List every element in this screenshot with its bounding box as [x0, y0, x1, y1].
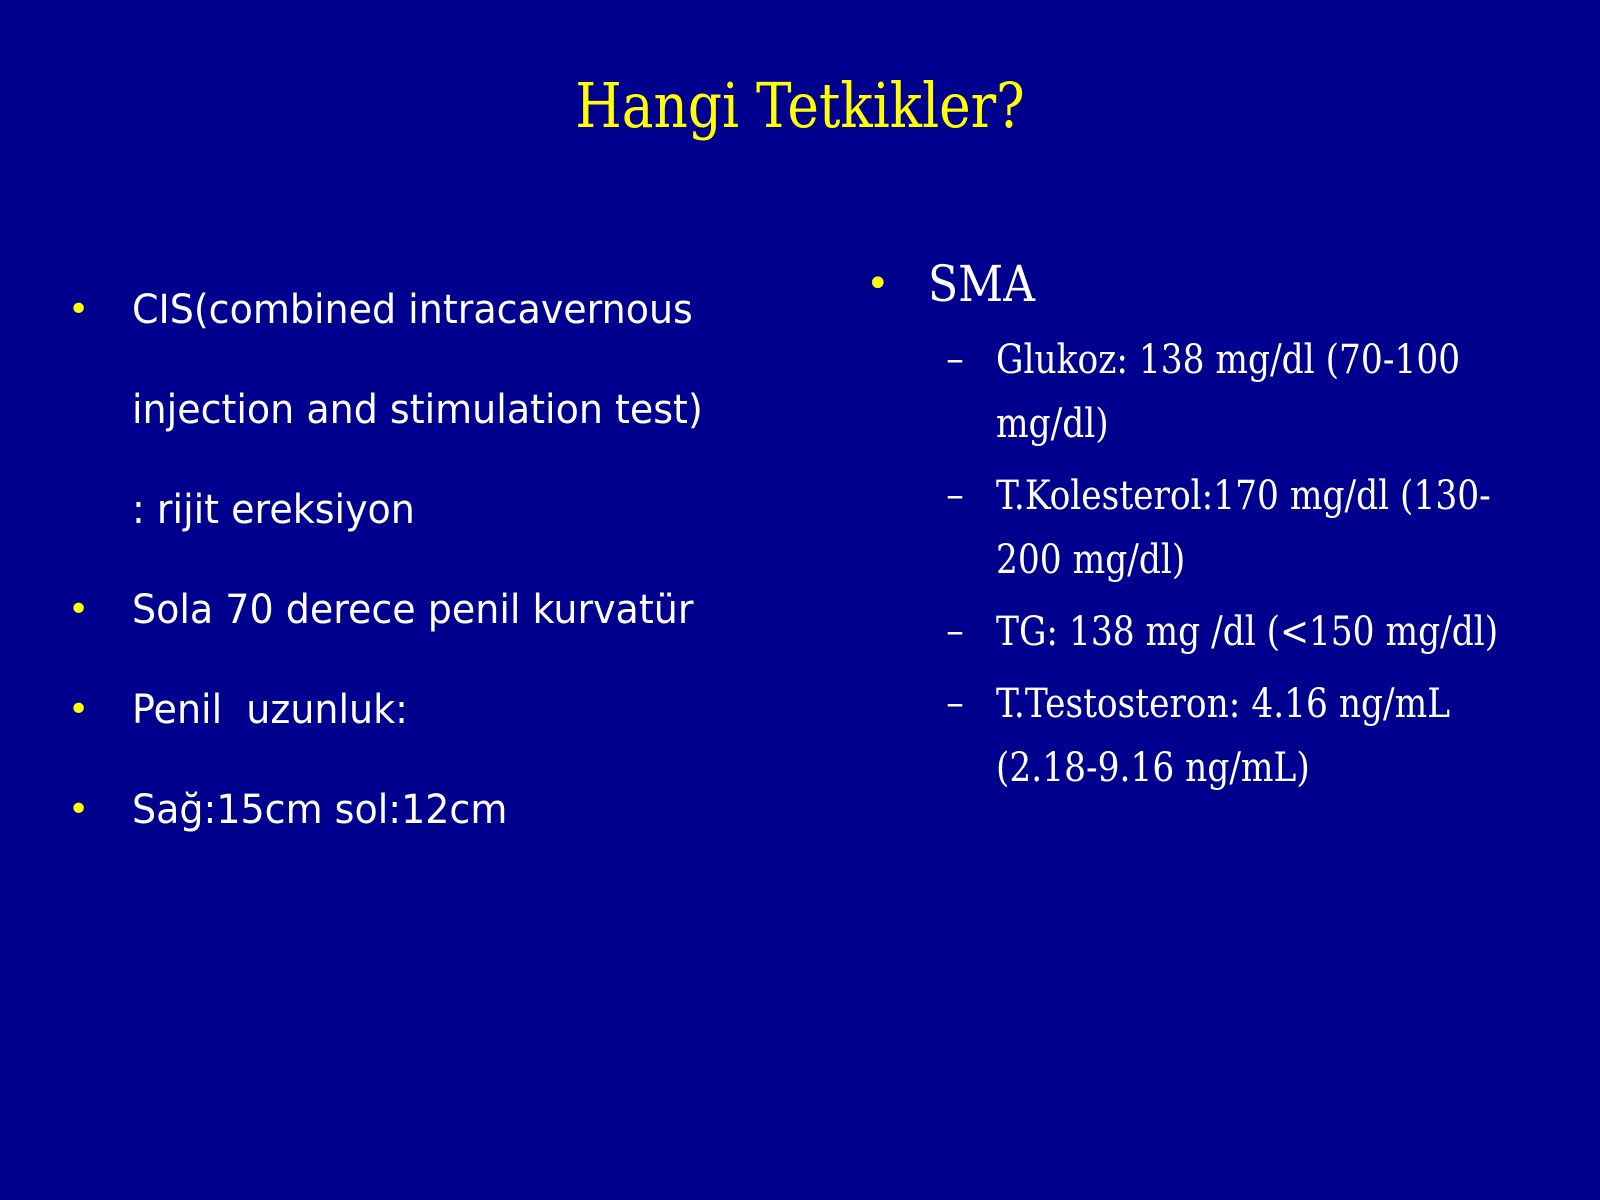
bullet-icon: • — [866, 261, 890, 307]
lab-result-line: T.Kolesterol:170 mg/dl (130- — [996, 473, 1491, 519]
left-list-item — [68, 260, 768, 360]
bullet-icon: • — [68, 289, 90, 330]
sma-heading-row — [866, 246, 1566, 322]
bullet-icon: • — [68, 589, 90, 630]
dash-icon: – — [946, 683, 964, 724]
left-list-item-continuation — [68, 360, 768, 460]
left-list-item-continuation — [68, 460, 768, 560]
dash-icon: – — [946, 339, 964, 380]
bullet-icon: • — [68, 689, 90, 730]
lab-result-line: mg/dl) — [996, 401, 1109, 447]
lab-result-line: (2.18-9.16 ng/mL) — [996, 745, 1310, 791]
lab-result-list — [866, 328, 1566, 800]
lab-result-line: T.Testosteron: 4.16 ng/mL — [996, 681, 1451, 727]
dash-icon: – — [946, 611, 964, 652]
lab-result-line: TG: 138 mg /dl (<150 mg/dl) — [996, 609, 1499, 655]
lab-result-line: 200 mg/dl) — [996, 537, 1186, 583]
lab-result-item — [866, 672, 1566, 800]
left-list-item-text: Penil uzunluk: — [132, 687, 408, 733]
sma-heading: SMA — [928, 255, 1035, 313]
left-list-item-text: : rijit ereksiyon — [132, 487, 415, 533]
left-list-item — [68, 760, 768, 860]
slide-title: Hangi Tetkikler? — [575, 69, 1025, 142]
left-list-item-text: CIS(combined intracavernous — [132, 287, 693, 333]
lab-result-item — [866, 328, 1566, 456]
left-list-item-text: Sağ:15cm sol:12cm — [132, 787, 508, 833]
right-lab-results — [866, 246, 1566, 808]
lab-result-item — [866, 464, 1566, 592]
left-bullet-list — [68, 260, 768, 860]
lab-result-line: Glukoz: 138 mg/dl (70-100 — [996, 337, 1461, 383]
left-list-item-text: Sola 70 derece penil kurvatür — [132, 587, 694, 633]
lab-result-item — [866, 600, 1566, 664]
bullet-icon: • — [68, 789, 90, 830]
left-list-item — [68, 660, 768, 760]
dash-icon: – — [946, 475, 964, 516]
left-list-item-text: injection and stimulation test) — [132, 387, 703, 433]
left-list-item — [68, 560, 768, 660]
